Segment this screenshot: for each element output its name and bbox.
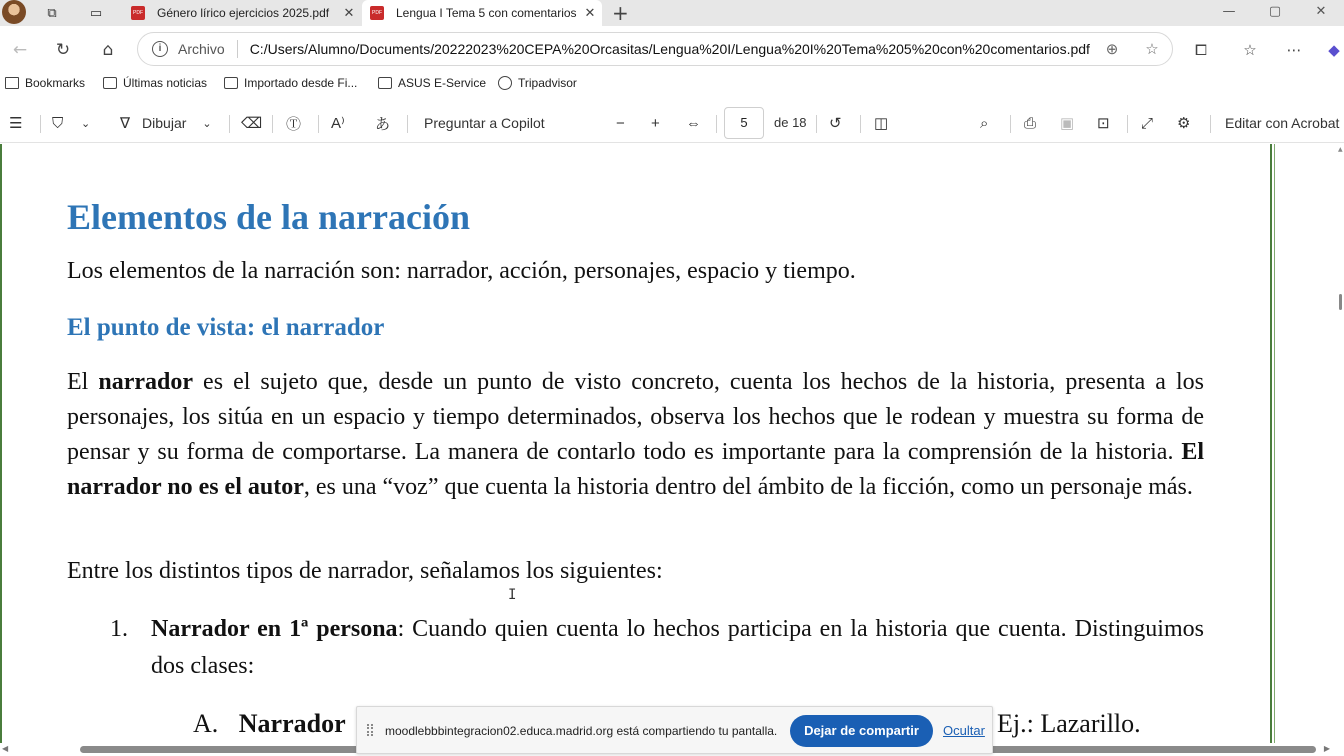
toolbar-separator xyxy=(1010,115,1011,133)
bookmark-item[interactable] xyxy=(5,76,85,90)
fullscreen-icon[interactable]: ⤢ xyxy=(1141,114,1154,132)
draw-label: Dibujar xyxy=(142,115,187,131)
page-number-input[interactable]: 5 xyxy=(724,107,764,139)
bookmark-item[interactable] xyxy=(378,76,486,90)
save-icon[interactable]: ▣ xyxy=(1060,115,1075,132)
read-aloud-icon[interactable]: A⁾ xyxy=(331,115,345,132)
rotate-icon[interactable]: ↺ xyxy=(829,115,842,132)
bookmark-label: Importado desde Fi... xyxy=(244,76,358,90)
hide-link[interactable]: Ocultar xyxy=(943,723,985,738)
add-text-icon[interactable]: Ⓣ xyxy=(286,115,302,133)
extensions-icon[interactable]: ⧠ xyxy=(1194,41,1207,59)
list-item xyxy=(110,611,1204,685)
close-window-icon[interactable]: ✕ xyxy=(1315,4,1327,19)
narrator-paragraph xyxy=(67,365,1204,505)
save-as-icon[interactable]: ⊡ xyxy=(1097,115,1110,132)
draw-button[interactable] xyxy=(120,113,212,133)
toolbar-separator xyxy=(860,115,861,133)
toolbar-separator xyxy=(40,115,41,133)
bookmark-label: Tripadvisor xyxy=(518,76,577,90)
toolbar-separator xyxy=(272,115,273,133)
page-border-right-inner xyxy=(1274,144,1275,756)
list-item-bold: Narrador en 1ª persona xyxy=(151,616,398,642)
more-menu-icon[interactable]: ⋯ xyxy=(1286,41,1302,59)
favorites-icon[interactable]: ☆ xyxy=(1243,41,1257,59)
text-cursor-icon: I xyxy=(508,587,517,603)
toolbar-separator xyxy=(1127,115,1128,133)
document-title: Elementos de la narración xyxy=(67,197,470,237)
bookmarks-icon xyxy=(5,77,19,89)
close-tab-icon[interactable]: ✕ xyxy=(343,5,355,20)
sublist-item-tail: Ej.: Lazarillo. xyxy=(997,709,1141,738)
contents-icon[interactable]: ☰ xyxy=(9,115,23,132)
tab-strip xyxy=(0,0,1344,26)
toolbar-separator xyxy=(816,115,817,133)
refresh-icon[interactable]: ↻ xyxy=(55,40,71,60)
page-border-left xyxy=(0,144,2,756)
zoom-icon[interactable]: ⊕ xyxy=(1105,41,1119,58)
globe-icon xyxy=(498,76,512,90)
window-controls xyxy=(1206,0,1344,26)
vertical-scroll-thumb[interactable] xyxy=(1339,294,1342,310)
bookmark-item[interactable] xyxy=(103,76,207,90)
intro-paragraph: Los elementos de la narración son: narrador, acción, personajes, espacio y tiempo. xyxy=(67,258,856,284)
edit-with-acrobat-button[interactable]: Editar con Acrobat xyxy=(1225,115,1340,131)
para-text: , es una “voz” que cuenta la historia dentro del ámbito de la ficción, como un personaje más. xyxy=(303,474,1193,500)
address-url[interactable]: C:/Users/Alumno/Documents/20222023%20CEPA%20Orcasitas/Lengua%20I/Lengua%20I%20Tema%205%20con%20comentarios.pdf xyxy=(249,41,1090,57)
stop-sharing-button[interactable]: Dejar de compartir xyxy=(790,715,933,747)
folder-icon xyxy=(103,77,117,89)
list-number: 1. xyxy=(110,616,128,642)
sharing-message: moodlebbbintegracion02.educa.madrid.org está compartiendo tu pantalla. xyxy=(385,724,778,738)
minimize-icon[interactable]: — xyxy=(1222,4,1236,19)
bookmark-item[interactable] xyxy=(498,76,577,90)
fit-width-icon[interactable]: ⇔ xyxy=(686,114,701,132)
list-item-text: : Cuando quien cuenta lo hechos participa en la historia que cuenta. Distinguimos dos clases: xyxy=(151,616,1204,679)
highlight-icon[interactable]: ⛉ xyxy=(52,114,64,132)
scroll-right-icon[interactable]: ▶ xyxy=(1323,744,1330,753)
sublist-letter: A. xyxy=(193,709,219,738)
tab-actions-icon[interactable]: ▭ xyxy=(89,5,103,21)
info-icon[interactable]: i xyxy=(152,41,168,57)
sublist-item-bold: Narrador xyxy=(238,709,346,738)
profile-avatar[interactable] xyxy=(2,0,26,24)
page-border-right xyxy=(1270,144,1272,756)
settings-gear-icon[interactable]: ⚙ xyxy=(1177,115,1191,132)
new-tab-icon[interactable]: + xyxy=(612,1,629,25)
zoom-in-icon[interactable]: + xyxy=(651,114,660,132)
tab-title: Lengua I Tema 5 con comentarios xyxy=(396,6,577,20)
scroll-up-icon[interactable]: ▲ xyxy=(1338,146,1343,153)
pdf-toolbar xyxy=(0,103,1344,143)
home-icon[interactable]: ⌂ xyxy=(102,40,114,60)
bookmark-label: Últimas noticias xyxy=(123,76,208,90)
draw-pen-icon: ∇ xyxy=(120,115,131,132)
para-bold: El narrador no es el autor xyxy=(67,439,1204,500)
section-subtitle: El punto de vista: el narrador xyxy=(67,314,385,341)
eraser-icon[interactable]: ⌫ xyxy=(241,115,263,132)
chevron-down-icon[interactable]: ⌄ xyxy=(81,117,91,130)
print-icon[interactable]: ⎙ xyxy=(1024,114,1037,132)
tab-genero-lirico[interactable] xyxy=(123,0,361,26)
workspaces-icon[interactable]: ⧉ xyxy=(47,5,57,21)
copilot-icon[interactable]: ◆ xyxy=(1328,41,1340,59)
scroll-left-icon[interactable]: ◀ xyxy=(2,744,9,753)
chevron-down-icon: ⌄ xyxy=(202,117,212,130)
search-icon[interactable]: ⌕ xyxy=(980,114,989,132)
close-tab-icon[interactable]: ✕ xyxy=(584,5,596,20)
folder-icon xyxy=(378,77,392,89)
pdf-file-icon: PDF xyxy=(370,6,384,20)
drag-handle-icon[interactable] xyxy=(367,724,373,736)
bookmark-label: ASUS E-Service xyxy=(398,76,487,90)
para-text: es el sujeto que, desde un punto de visto concreto, cuenta los hechos de la historia, presenta a los personajes, los sitúa en un espacio y tiempo determinados, observa los hechos que le rodean y muestra su forma de pensar y su forma de comportarse. La manera de contarlo todo es importante para la comprensión de la historia. xyxy=(67,369,1205,465)
tab-lengua-tema5[interactable] xyxy=(362,0,602,26)
toolbar-separator xyxy=(318,115,319,133)
page-view-icon[interactable]: ◫ xyxy=(874,115,889,132)
toolbar-separator xyxy=(1210,115,1211,133)
toolbar-separator xyxy=(716,115,717,133)
toolbar-separator xyxy=(229,115,230,133)
screen-sharing-bar xyxy=(356,706,993,754)
maximize-icon[interactable]: ▢ xyxy=(1268,4,1282,19)
address-scheme: Archivo xyxy=(178,41,225,57)
pdf-viewer[interactable] xyxy=(0,144,1344,756)
types-intro: Entre los distintos tipos de narrador, señalamos los siguientes: xyxy=(67,558,663,584)
folder-icon xyxy=(224,77,238,89)
ask-copilot-button[interactable]: Preguntar a Copilot xyxy=(424,115,545,131)
bookmark-label: Bookmarks xyxy=(25,76,86,90)
back-icon[interactable]: ← xyxy=(12,40,28,60)
address-bar[interactable] xyxy=(137,32,1173,66)
bookmarks-bar xyxy=(0,72,1344,98)
translate-icon[interactable]: あ xyxy=(375,115,391,133)
page-total: de 18 xyxy=(774,115,807,130)
para-text: El xyxy=(67,369,99,395)
pdf-file-icon: PDF xyxy=(131,6,145,20)
address-separator xyxy=(237,40,238,58)
tab-title: Género lírico ejercicios 2025.pdf xyxy=(157,6,330,20)
para-bold: narrador xyxy=(98,369,194,395)
zoom-out-icon[interactable]: − xyxy=(616,114,625,132)
toolbar-separator xyxy=(407,115,408,133)
favorite-star-icon[interactable]: ☆ xyxy=(1145,41,1159,58)
address-row xyxy=(0,26,1344,72)
vertical-scrollbar[interactable] xyxy=(1338,144,1344,756)
bookmark-item[interactable] xyxy=(224,76,357,90)
